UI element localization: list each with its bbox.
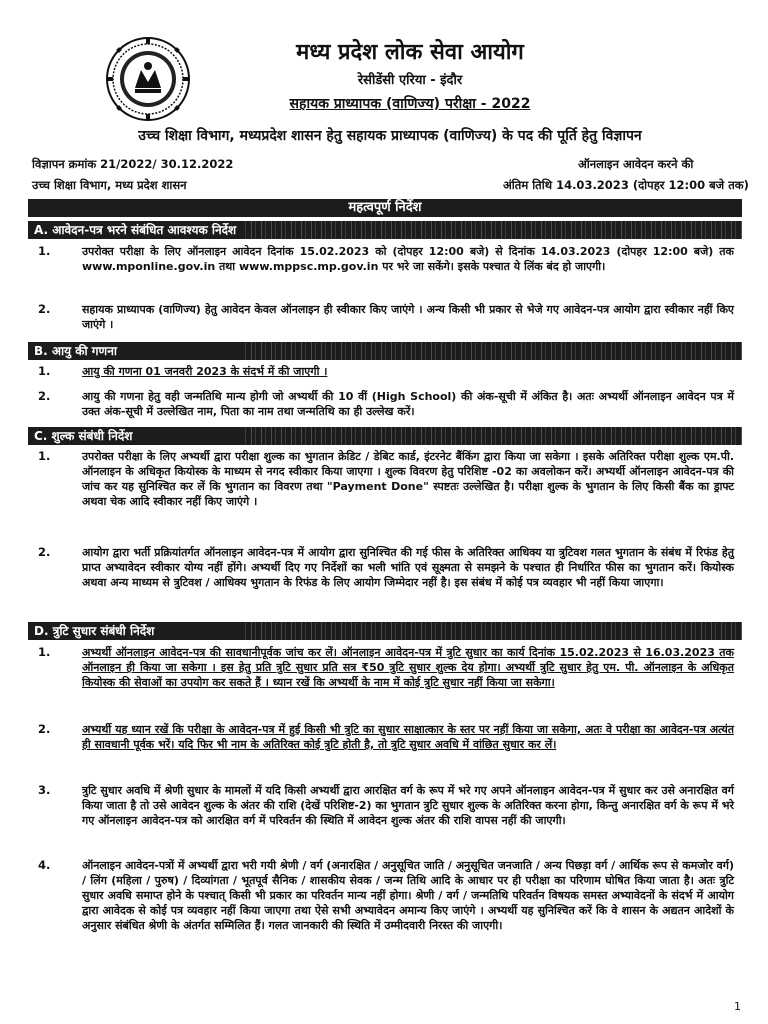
item-number: 4. bbox=[38, 858, 51, 872]
instruction-paragraph: सहायक प्राध्यापक (वाणिज्य) हेतु आवेदन केवल ऑनलाइन ही स्वीकार किए जाएंगे । अन्य किसी भी प्रकार से भेजे गए आवेदन-पत्र आयोग द्वारा स्वीकार नहीं किए जाएंगे । bbox=[82, 303, 734, 331]
section-heading-b bbox=[28, 342, 742, 360]
item-number: 2. bbox=[38, 722, 51, 736]
exam-title: सहायक प्राध्यापक (वाणिज्य) परीक्षा - 2022 bbox=[289, 96, 531, 112]
last-date: अंतिम तिथि 14.03.2023 (दोपहर 12:00 बजे तक) bbox=[503, 178, 749, 192]
important-instructions-heading: महत्वपूर्ण निर्देश bbox=[28, 199, 742, 217]
instruction-paragraph: अभ्यर्थी यह ध्यान रखें कि परीक्षा के आवेदन-पत्र में हुई किसी भी त्रुटि का सुधार साक्षात्कार के स्तर पर नहीं किया जा सकेगा, अतः वे परीक्षा का आवेदन-पत्र अत्यंत ही सावधानी पूर्वक भरें। यदि फिर भी नाम के अतिरिक्त कोई त्रुटि होती है, तो त्रुटि सुधार अवधि में वांछित सुधार कर लें। bbox=[82, 723, 734, 751]
instruction-paragraph: उपरोक्त परीक्षा के लिए अभ्यर्थी द्वारा परीक्षा शुल्क का भुगतान क्रेडिट / डेबिट कार्ड, इंटरनेट बैंकिंग द्वारा किया जा सकेगा । इसके अतिरिक्त परीक्षा शुल्क एम.पी. ऑनलाइन के अधिकृत कियोस्क के माध्यम से नगद स्वीकार किया जाएगा । शुल्क विवरण हेतु परिशिष्ट -02 का अवलोकन करें। अभ्यर्थी ऑनलाइन आवेदन-पत्र की जांच कर यह सुनिश्चित कर लें कि भुगतान का विवरण तथा "Payment Done" स्पष्टतः उल्लेखित है। परीक्षा शुल्क के भुगतान के लिए किसी बैंक का ड्राफ्ट अथवा चेक आदि स्वीकार नहीं किए जाएंगे । bbox=[82, 450, 734, 508]
scan-noise bbox=[242, 622, 742, 640]
section-heading-label: D. त्रुटि सुधार संबंधी निर्देश bbox=[34, 624, 155, 638]
item-number: 2. bbox=[38, 389, 51, 403]
online-application-label: ऑनलाइन आवेदन करने की bbox=[578, 157, 694, 171]
section-heading-a bbox=[28, 221, 742, 239]
department-name: उच्च शिक्षा विभाग, मध्य प्रदेश शासन bbox=[32, 178, 187, 192]
item-number: 3. bbox=[38, 783, 51, 797]
scan-noise bbox=[242, 427, 742, 445]
instruction-paragraph: ऑनलाइन आवेदन-पत्रों में अभ्यर्थी द्वारा भरी गयी श्रेणी / वर्ग (अनारक्षित / अनुसूचित जाति / अनुसूचित जनजाति / अन्य पिछड़ा वर्ग / आर्थिक रूप से कमजोर वर्ग) / लिंग (महिला / पुरुष) / दिव्यांगता / भूतपूर्व सैनिक / शासकीय सेवक / जन्म तिथि आदि के आधार पर ही परीक्षा का परिणाम घोषित किया जाता है। अतः त्रुटि सुधार अवधि समाप्त होने के पश्चात् किसी भी प्रकार का परिवर्तन मान्य नहीं होगा। श्रेणी / वर्ग / जन्मतिथि परिवर्तन विषयक समस्त अभ्यावेदनों के संदर्भ में आयोग द्वारा आवेदक से कोई पत्र व्यवहार नहीं किया जाएगा तथा ऐसे सभी अभ्यावेदन अमान्य किए जाएंगे । अभ्यर्थी यह सुनिश्चित करें कि वे शासन के अद्यतन आदेशों के अनुसार संबंधित श्रेणी के अंतर्गत सम्मिलित हैं। गलत जानकारी की स्थिति में उम्मीदवारी निरस्त की जाएगी। bbox=[82, 859, 734, 932]
item-number: 1. bbox=[38, 645, 51, 659]
instruction-paragraph: उपरोक्त परीक्षा के लिए ऑनलाइन आवेदन दिनांक 15.02.2023 को (दोपहर 12:00 बजे) से दिनांक 14.03.2023 (दोपहर 12:00 बजे) तक www.mponline.gov.in तथा www.mppsc.mp.gov.in पर भरे जा सकेंगे। इसके पश्चात ये लिंक बंद हो जाएगी। bbox=[82, 245, 734, 273]
page-number: 1 bbox=[734, 1000, 741, 1013]
section-heading-label: C. शुल्क संबंधी निर्देश bbox=[34, 429, 133, 443]
item-number: 1. bbox=[38, 364, 51, 378]
section-heading-label: B. आयु की गणना bbox=[34, 344, 117, 358]
scan-noise bbox=[242, 221, 742, 239]
instruction-paragraph: त्रुटि सुधार अवधि में श्रेणी सुधार के मामलों में यदि किसी अभ्यर्थी द्वारा आरक्षित वर्ग के रूप में भरे गए अपने ऑनलाइन आवेदन-पत्र में सुधार कर उसे अनारक्षित वर्ग किया जाता है तो उसे आवेदन शुल्क के अंतर की राशि (देखें परिशिष्ट-2) का भुगतान त्रुटि सुधार शुल्क के अतिरिक्त करना होगा, किन्तु अनारक्षित वर्ग के रूप में भरे गए ऑनलाइन आवेदन-पत्र को आरक्षित वर्ग में परिवर्तन की स्थिति में आवेदन शुल्क अंतर की राशि वापस नहीं की जाएगी। bbox=[82, 784, 734, 827]
organization-address: रेसीडेंसी एरिया - इंदौर bbox=[357, 73, 463, 88]
instruction-paragraph: अभ्यर्थी ऑनलाइन आवेदन-पत्र की सावधानीपूर्वक जांच कर लें। ऑनलाइन आवेदन-पत्र में त्रुटि सुधार का कार्य दिनांक 15.02.2023 से 16.03.2023 तक ऑनलाइन ही किया जा सकेगा । इस हेतु प्रति त्रुटि सुधार प्रति सत्र ₹50 त्रुटि सुधार शुल्क देय होगा। अभ्यर्थी त्रुटि सुधार हेतु एम. पी. ऑनलाइन के अधिकृत कियोस्क की सेवाओं का उपयोग कर सकते हैं । ध्यान रखें कि अभ्यर्थी के नाम में कोई त्रुटि सुधार नहीं किया जा सकेगा। bbox=[82, 646, 734, 689]
instruction-paragraph: आयु की गणना 01 जनवरी 2023 के संदर्भ में की जाएगी । bbox=[82, 365, 328, 378]
item-number: 1. bbox=[38, 449, 51, 463]
mppsc-emblem-icon bbox=[105, 36, 191, 122]
advertisement-number: विज्ञापन क्रमांक 21/2022/ 30.12.2022 bbox=[32, 157, 234, 171]
item-number: 2. bbox=[38, 302, 51, 316]
instruction-paragraph: आयोग द्वारा भर्ती प्रक्रियांतर्गत ऑनलाइन आवेदन-पत्र में आयोग द्वारा सुनिश्चित की गई फीस के अतिरिक्त आधिक्य या त्रुटिवश गलत भुगतान के संबंध में रिफंड हेतु प्राप्त अभ्यावेदन स्वीकार योग्य नहीं होंगे। अभ्यर्थी दिए गए निर्देशों का भली भांति एवं सूक्ष्मता से समझने के पश्चात ही निर्धारित फीस का भुगतान करें। कियोस्क अथवा अन्य माध्यम से त्रुटिवश / आधिक्य भुगतान के रिफंड के लिए आयोग जिम्मेदार नहीं है। इस संबंध में कोई पत्र व्यवहार भी नहीं किया जाएगा। bbox=[82, 546, 734, 589]
item-number: 1. bbox=[38, 244, 51, 258]
advertisement-title: उच्च शिक्षा विभाग, मध्यप्रदेश शासन हेतु सहायक प्राध्यापक (वाणिज्य) के पद की पूर्ति हेतु विज्ञापन bbox=[138, 128, 642, 144]
instruction-paragraph: आयु की गणना हेतु वही जन्मतिथि मान्य होगी जो अभ्यर्थी की 10 वीं (High School) की अंक-सूची में अंकित है। अतः अभ्यर्थी ऑनलाइन आवेदन पत्र में उक्त अंक-सूची में उल्लेखित नाम, पिता का नाम तथा जन्मतिथि का ही उल्लेख करें। bbox=[82, 390, 734, 418]
scan-noise bbox=[242, 342, 742, 360]
section-heading-d bbox=[28, 622, 742, 640]
organization-name: मध्य प्रदेश लोक सेवा आयोग bbox=[296, 40, 524, 65]
section-heading-label: A. आवेदन-पत्र भरने संबंधित आवश्यक निर्देश bbox=[34, 223, 237, 237]
item-number: 2. bbox=[38, 545, 51, 559]
section-heading-c bbox=[28, 427, 742, 445]
